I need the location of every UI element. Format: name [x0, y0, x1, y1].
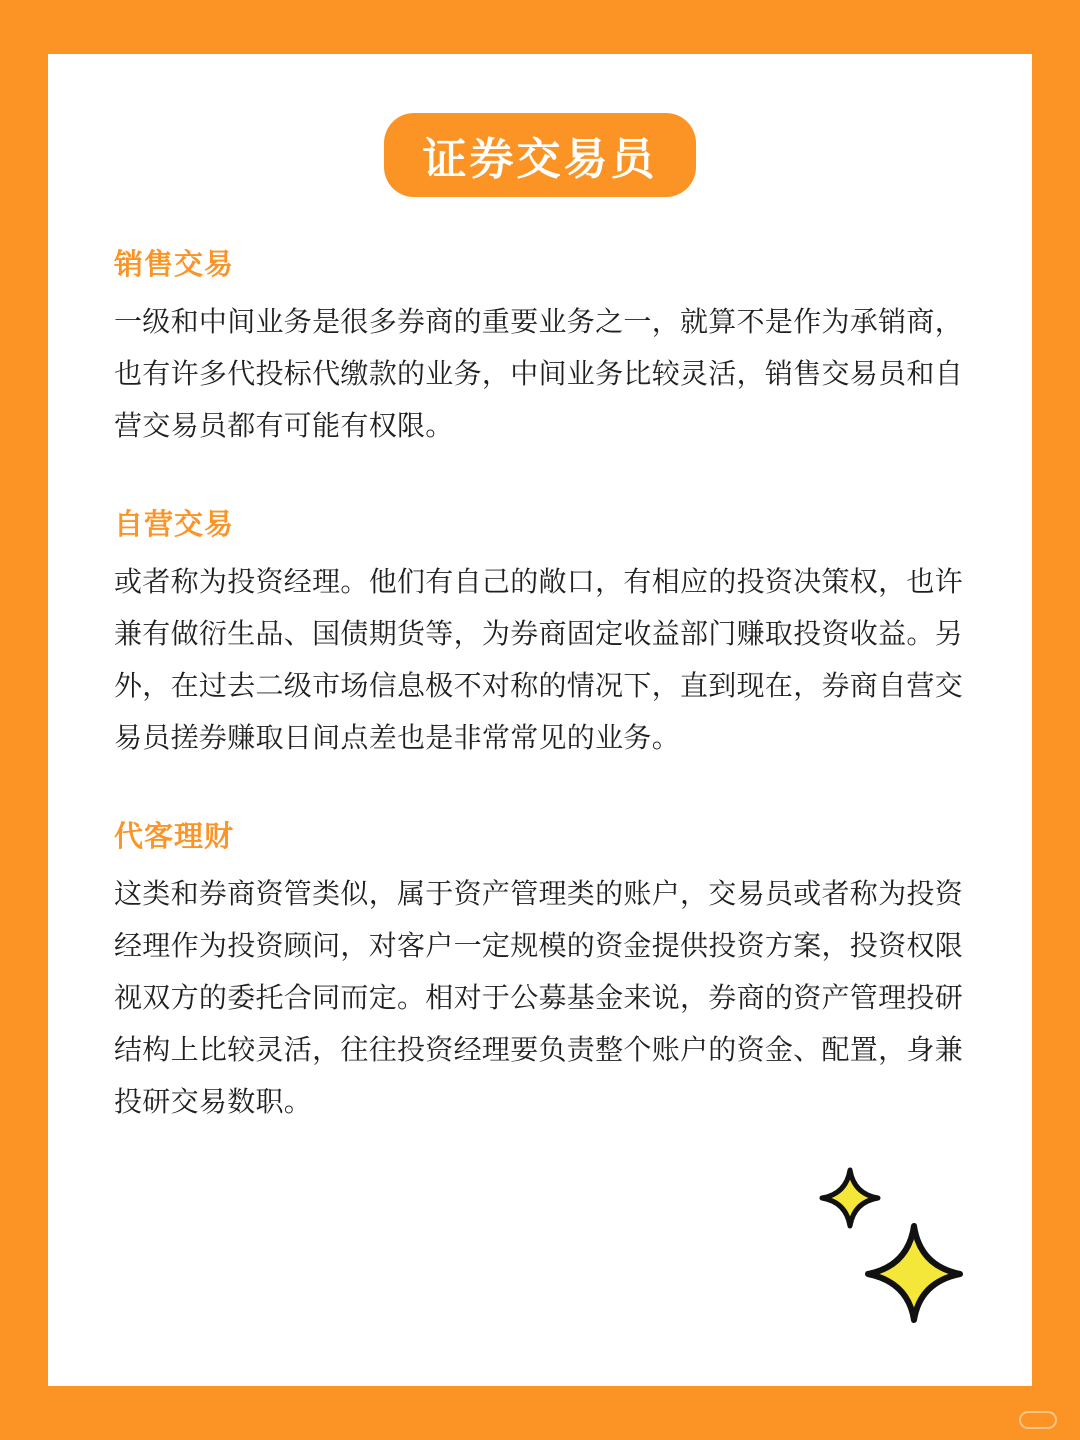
section-wealth-management: [114, 816, 974, 1128]
small-sparkle-icon: [822, 1170, 878, 1226]
page-title: 证券交易员: [384, 113, 696, 197]
large-sparkle-icon: [868, 1226, 960, 1320]
section-body: 或者称为投资经理。他们有自己的敞口，有相应的投资决策权，也许兼有做衍生品、国债期货等，为券商固定收益部门赚取投资收益。另外，在过去二级市场信息极不对称的情况下，直到现在，券商自营交易员搓券赚取日间点差也是非常常见的业务。: [114, 565, 964, 754]
section-sales-trading: [114, 244, 974, 452]
section-body: 一级和中间业务是很多券商的重要业务之一，就算不是作为承销商，也有许多代投标代缴款的业务，中间业务比较灵活，销售交易员和自营交易员都有可能有权限。: [114, 305, 964, 442]
section-heading: 销售交易: [114, 247, 235, 281]
watermark-icon: [1018, 1408, 1058, 1432]
section-heading: 自营交易: [114, 507, 235, 541]
sparkles-decoration: [810, 1162, 970, 1327]
section-proprietary-trading: [114, 504, 974, 764]
section-heading: 代客理财: [114, 819, 235, 853]
section-body: 这类和券商资管类似，属于资产管理类的账户，交易员或者称为投资经理作为投资顾问，对客户一定规模的资金提供投资方案，投资权限视双方的委托合同而定。相对于公募基金来说，券商的资产管理投研结构上比较灵活，往往投资经理要负责整个账户的资金、配置，身兼投研交易数职。: [114, 877, 964, 1118]
